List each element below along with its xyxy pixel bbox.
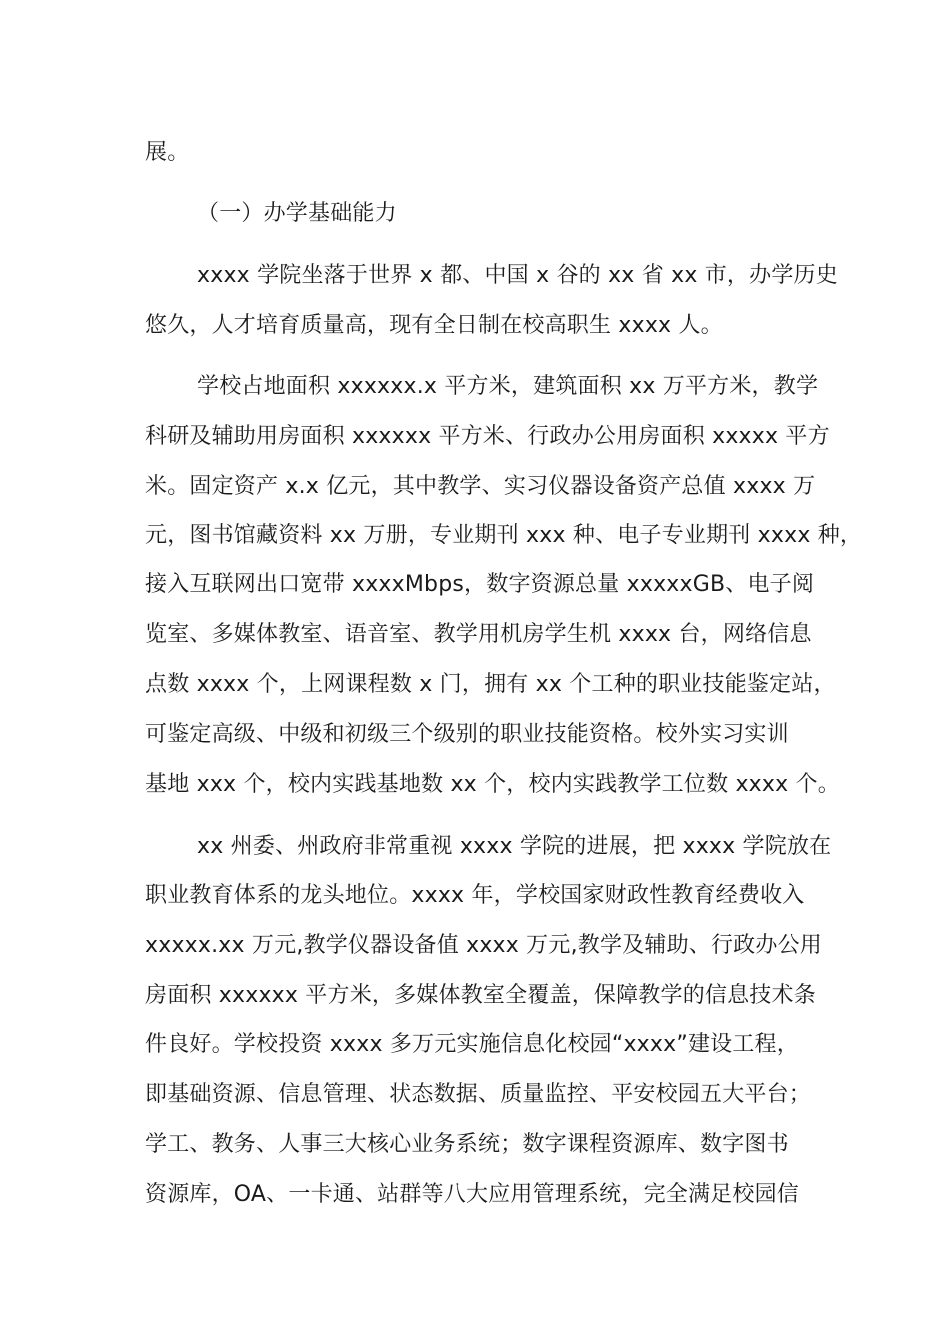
text-line: xx 州委、州政府非常重视 xxxx 学院的进展，把 xxxx 学院放在 [197, 834, 832, 859]
text-line: 览室、多媒体教室、语音室、教学用机房学生机 xxxx 台，网络信息 [145, 622, 812, 647]
text-line: 房面积 xxxxxx 平方米，多媒体教室全覆盖，保障教学的信息技术条 [145, 983, 816, 1008]
text-line: 基地 xxx 个，校内实践基地数 xx 个，校内实践教学工位数 xxxx 个。 [145, 772, 840, 797]
text-line: 件良好。学校投资 xxxx 多万元实施信息化校园“xxxx”建设工程， [145, 1032, 799, 1057]
text-line: 悠久，人才培育质量高，现有全日制在校高职生 xxxx 人。 [145, 313, 723, 338]
text-line: 即基础资源、信息管理、状态数据、质量监控、平安校园五大平台； [145, 1082, 812, 1107]
text-line: 点数 xxxx 个，上网课程数 x 门，拥有 xx 个工种的职业技能鉴定站， [145, 672, 836, 697]
text-line: xxxxx.xx 万元,教学仪器设备值 xxxx 万元,教学及辅助、行政办公用 [145, 933, 822, 958]
text-line: 元，图书馆藏资料 xx 万册，专业期刊 xxx 种、电子专业期刊 xxxx 种， [145, 523, 863, 548]
text-line: xxxx 学院坐落于世界 x 都、中国 x 谷的 xx 省 xx 市，办学历史 [197, 263, 838, 288]
text-line: 职业教育体系的龙头地位。xxxx 年，学校国家财政性教育经费收入 [145, 883, 805, 908]
text-line: 资源库，OA、一卡通、站群等八大应用管理系统，完全满足校园信 [145, 1182, 799, 1207]
text-line: 学工、教务、人事三大核心业务系统；数字课程资源库、数字图书 [145, 1132, 789, 1157]
text-line: 米。固定资产 x.x 亿元，其中教学、实习仪器设备资产总值 xxxx 万 [145, 474, 816, 499]
text-line: 接入互联网出口宽带 xxxxMbps，数字资源总量 xxxxxGB、电子阅 [145, 572, 815, 597]
text-line: 展。 [145, 140, 190, 165]
text-line: 科研及辅助用房面积 xxxxxx 平方米、行政办公用房面积 xxxxx 平方 [145, 424, 830, 449]
text-line: 可鉴定高级、中级和初级三个级别的职业技能资格。校外实习实训 [145, 722, 789, 747]
section-heading: （一）办学基础能力 [197, 201, 397, 226]
text-line: 学校占地面积 xxxxxx.x 平方米，建筑面积 xx 万平方米，教学 [197, 374, 819, 399]
